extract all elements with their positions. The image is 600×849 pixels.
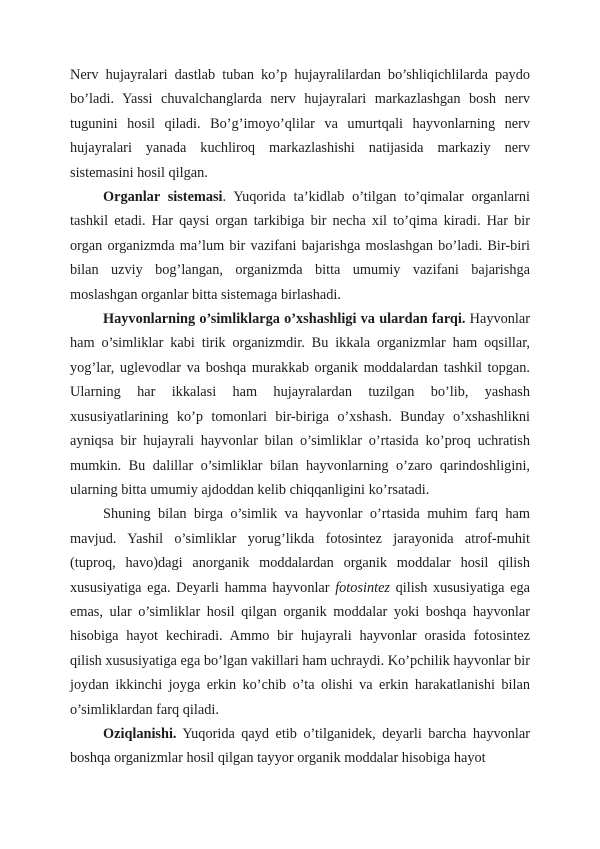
paragraph-similarity (70, 307, 530, 502)
paragraph-heading: Organlar sistemasi (103, 189, 223, 206)
paragraph-nerve-cells (70, 63, 530, 185)
paragraph-heading: Hayvonlarning o’simliklarga o’xshashligi va ulardan farqi. (103, 311, 466, 328)
italic-term: fotosintez (335, 579, 390, 596)
paragraph-organ-systems (70, 185, 530, 307)
paragraph-text: Nerv hujayralari dastlab tuban ko’p hujayralilardan bo’shliqichlilarda paydo bo’ladi. Yassi chuvalchanglarda nerv hujayralari markazlashgan bosh nerv tugunini hosil qiladi. Bo’g’imoyo’qlilar va umurtqali hayvonlarning nerv hujayralari yanada kuchliroq markazlashishi natijasida markaziy nerv sistemasini hosil qilgan. (70, 67, 530, 181)
paragraph-nutrition (70, 722, 530, 771)
paragraph-text-before: Shuning bilan birga o’simlik va hayvonlar o’rtasida muhim farq ham mavjud. Yashil o’simliklar yorug’likda fotosintez jarayonida atrof-muhit (tuproq, havo)dagi anorganik moddalardan organik moddalar hosil qilish xususiyatiga ega. Deyarli hamma hayvonlar (70, 506, 530, 596)
paragraph-differences (70, 502, 530, 722)
paragraph-text-after: qilish xususiyatiga ega emas, ular o’simliklar hosil qilgan organik moddalar yoki boshqa hayvonlar hisobiga hayot kechiradi. Ammo bir hujayrali hayvonlar orasida fotosintez qilish xususiyatiga ega bo’lgan vakillari ham uchraydi. Ko’pchilik hayvonlar bir joydan ikkinchi joyga erkin ko’chib o’ta olishi va erkin harakatlanishi bilan o’simliklardan farq qiladi. (70, 579, 530, 718)
paragraph-text: Yuqorida qayd etib o’tilganidek, deyarli barcha hayvonlar boshqa organizmlar hosil qilgan tayyor organik moddalar hisobiga hayot (70, 725, 530, 767)
paragraph-text: Hayvonlar ham o’simliklar kabi tirik organizmdir. Bu ikkala organizmlar ham oqsillar, yog’lar, uglevodlar va boshqa murakkab organik moddalardan tashkil topgan. Ularning har ikkalasi ham hujayralardan tuzilgan bo’lib, yashash xususiyatlarining ko’p tomonlari bir-biriga o’xshash. Bunday o’xshashlikni ayniqsa bir hujayrali hayvonlar bilan o’simliklar o’rtasida ko’proq uchratish mumkin. Bu dalillar o’simliklar bilan hayvonlarning o’zaro qarindoshligini, ularning bitta umumiy ajdoddan kelib chiqqanligini ko’rsatadi. (70, 311, 530, 498)
paragraph-heading: Oziqlanishi. (103, 725, 177, 742)
body-text (70, 63, 530, 771)
paragraph-text: . Yuqorida ta’kidlab o’tilgan to’qimalar organlarni tashkil etadi. Har qaysi organ tarkibiga bir necha xil to’qima kiradi. Har bir organ organizmda ma’lum bir vazifani bajarishga moslashgan bo’ladi. Bir-biri bilan uzviy bog’langan, organizmda bitta umumiy vazifani bajarishga moslashgan organlar bitta sistemaga birlashadi. (70, 189, 530, 303)
